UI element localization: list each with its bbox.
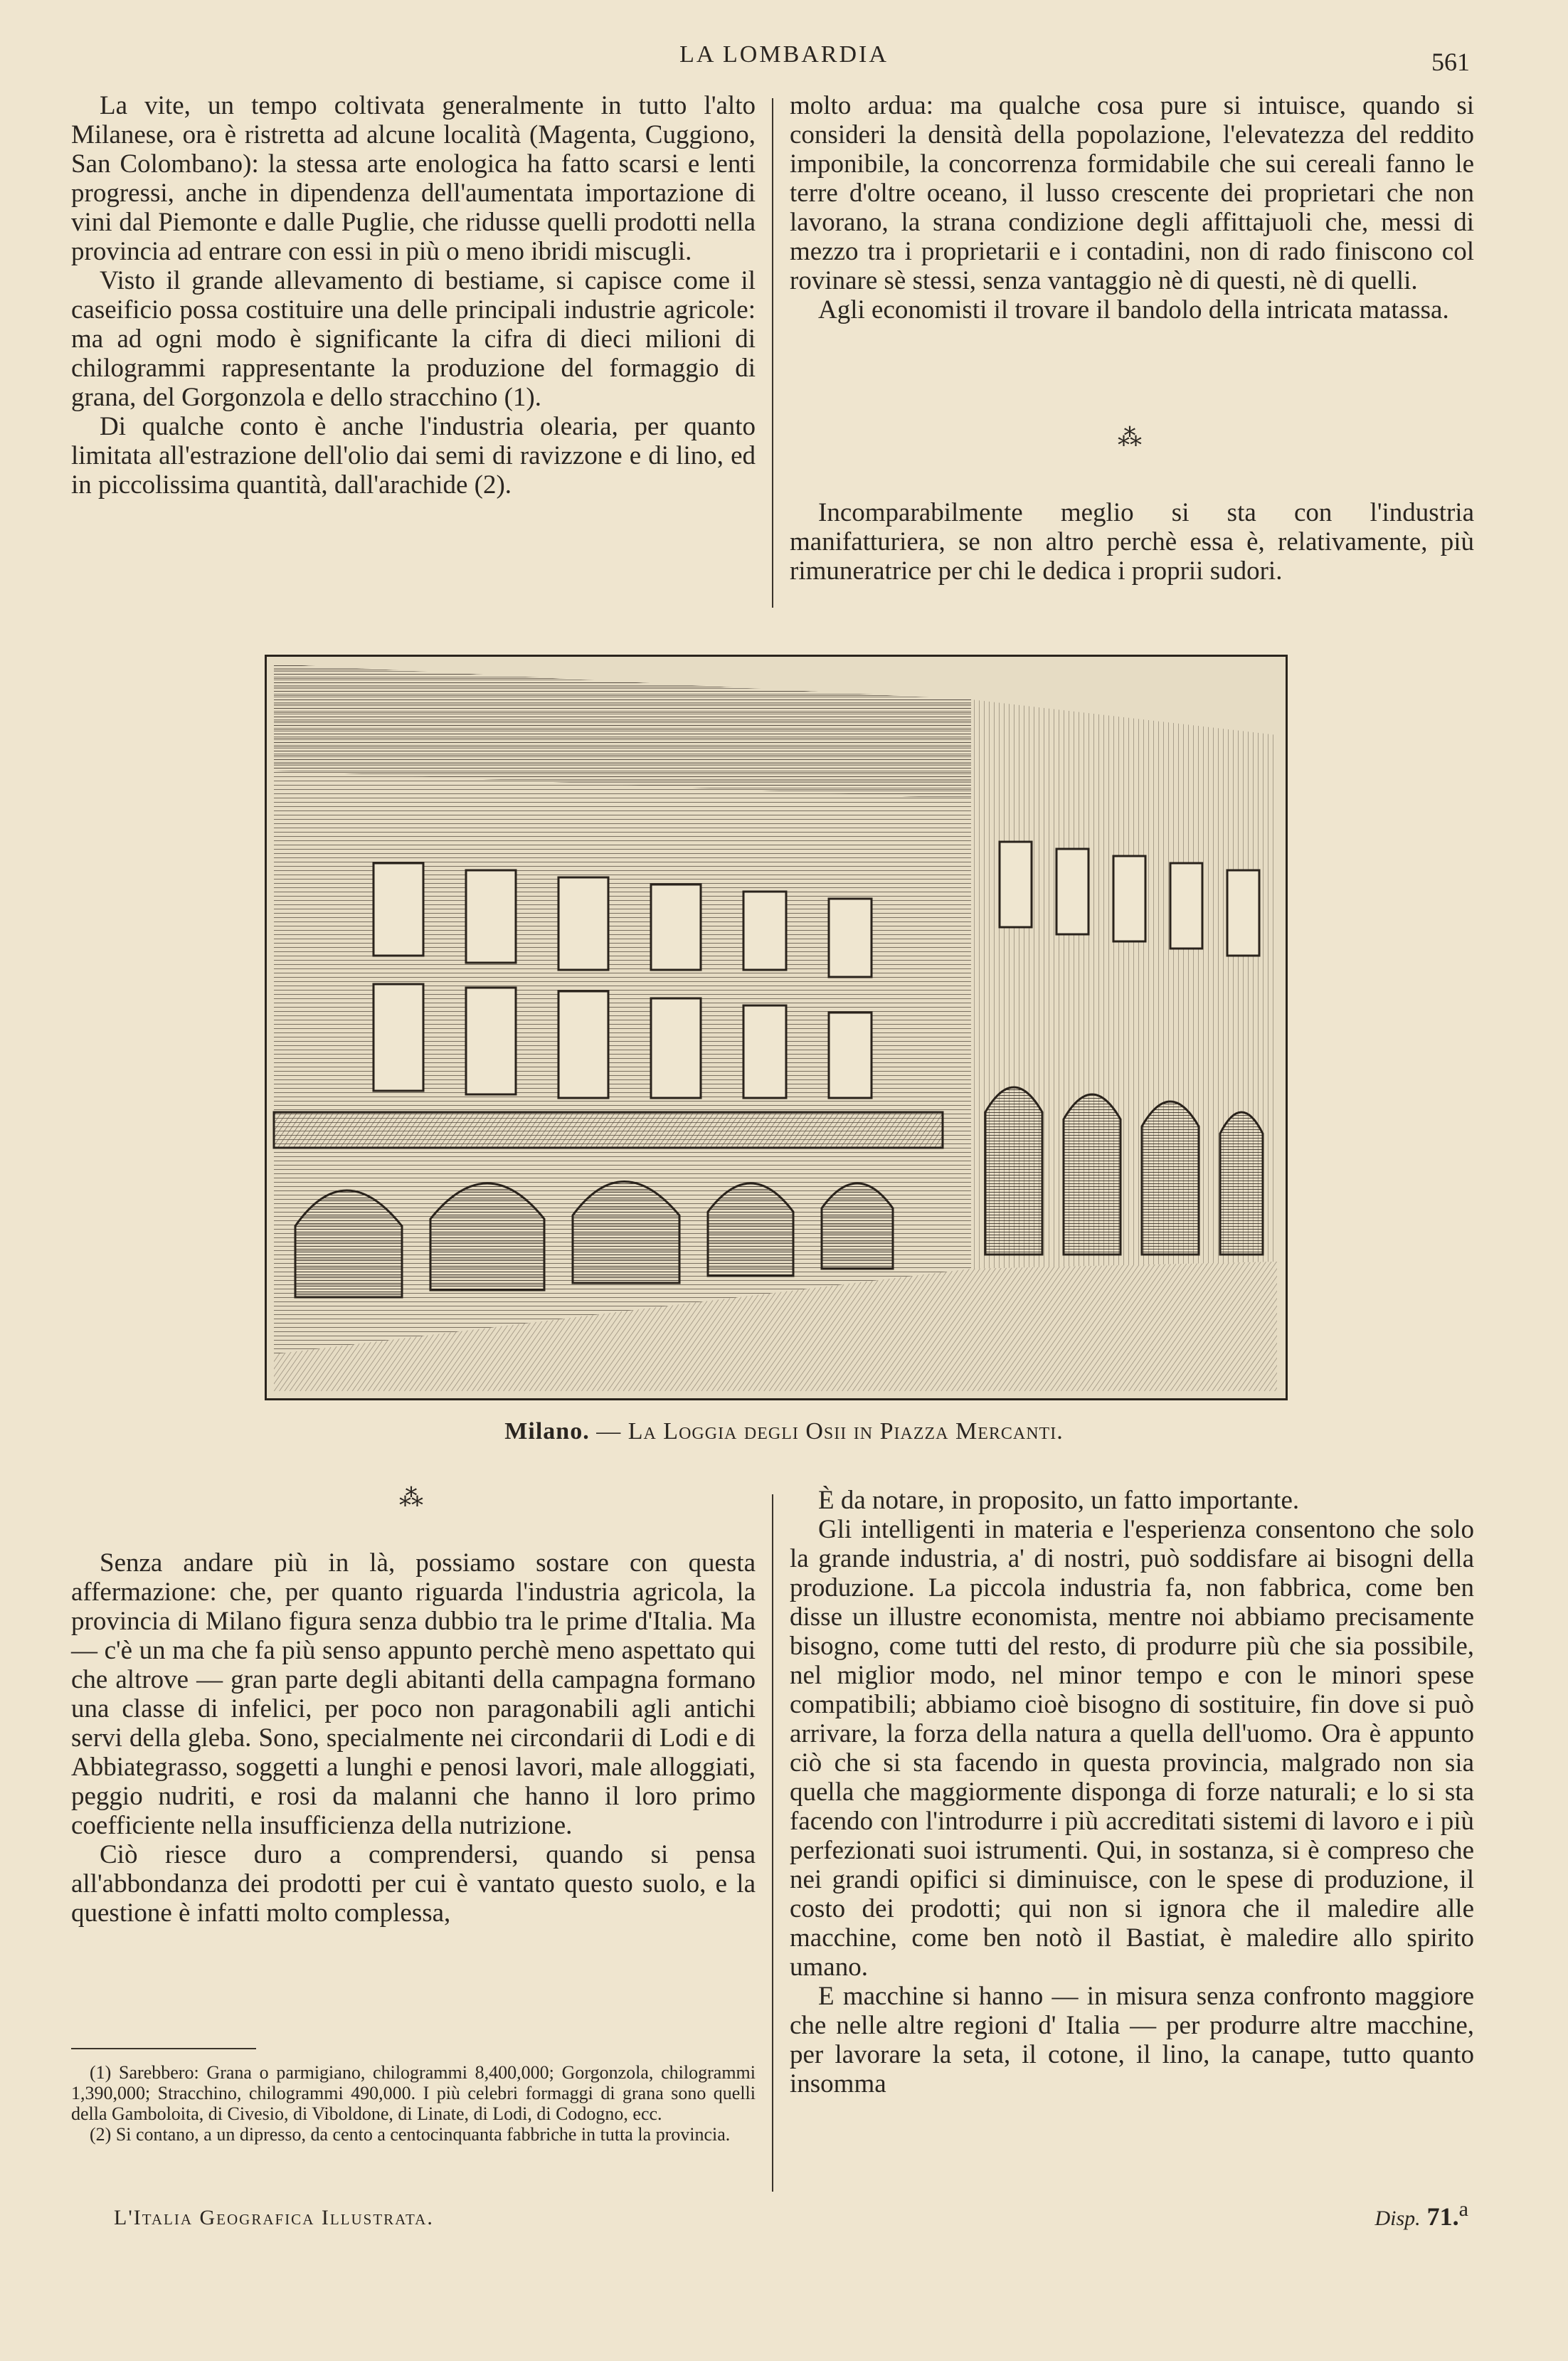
dispensa-mark (1374, 2197, 1468, 2231)
section-asterism-bottom: ⁂ (399, 1484, 428, 1512)
paragraph-caseificio: Visto il grande allevamento di bestiame, si capisce come il caseificio possa costituire una delle principali industrie agricole: ma ad ogni modo è significante la cifra di dieci milioni di chilogrammi rappresentante la produzione del formaggio di grana, del Gorgonzola e dello stracchino (1). (71, 266, 756, 412)
column-divider-top (772, 98, 773, 608)
paragraph-vite: La vite, un tempo coltivata generalmente in tutto l'alto Milanese, ora è ristretta ad alcune località (Magenta, Cuggiono, San Colombano): la stessa arte enologica ha fatto scarsi e lenti progressi, anche in dipendenza dell'aumentata importazione di vini dal Piemonte e dalle Puglie, che ridusse quelli prodotti nella provincia ad entrare con essi in più o meno ibridi miscugli. (71, 91, 756, 266)
balcony (274, 1112, 943, 1148)
caption-city: Milano. (504, 1418, 590, 1444)
caption-title: La Loggia degli Osii in Piazza Mercanti. (627, 1418, 1064, 1444)
left-column-bottom (71, 1548, 756, 1928)
engraving-illustration (267, 657, 1286, 1398)
disp-label: Disp. (1374, 2207, 1421, 2230)
left-column-top (71, 91, 756, 500)
paragraph-fatto-importante: È da notare, in proposito, un fatto importante. (818, 1486, 1300, 1515)
page-number: 561 (1431, 48, 1470, 76)
paragraph-olearia: Di qualche conto è anche l'industria olearia, per quanto limitata all'estrazione dell'olio dai semi di ravizzone e di lino, ed in piccolissima quantità, dall'arachide (2). (71, 412, 756, 500)
right-column-bottom (790, 1486, 1474, 2098)
caption-dash: — (589, 1418, 628, 1444)
paragraph-manifatturiera: Incomparabilmente meglio si sta con l'industria manifatturiera, se non altro perchè essa è, relativamente, più rimuneratrice per chi le dedica i proprii sudori. (790, 498, 1474, 586)
figure-caption (0, 1418, 1568, 1445)
disp-suffix: a (1458, 2197, 1468, 2221)
paragraph-economisti: Agli economisti il trovare il bandolo della intricata matassa. (818, 295, 1449, 324)
paragraph-grande-industria: Gli intelligenti in materia e l'esperienza consentono che solo la grande industria, a' di nostri, può soddisfare ai bisogni della produzione. La piccola industria fa, non fabbrica, come ben disse un illustre economista, mentre noi abbiamo precisamente bisogno, come tutti del resto, di produrre più che sia possibile, nel miglior modo, nel minor tempo e con le minori spese compatibili; abbiamo cioè bisogno di sostituire, fin dove si può arrivare, la forza della natura a quella dell'uomo. Ora è appunto ciò che si sta facendo in questa provincia, malgrado non sia quella che maggiormente disponga di forze naturali; e lo si sta facendo con l'introdurre i più accreditati sistemi di lavoro e i più perfezionati suoi istrumenti. Qui, in sostanza, si è compreso che nei grandi opifici si diminuisce, con le spese di produzione, il costo dei prodotti; qui non si ignora che il maledire alle macchine, come ben notò il Bastiat, è maledire allo spirito umano. (790, 1515, 1474, 1982)
right-column-top-lower (790, 498, 1474, 586)
disp-number: 71. (1426, 2202, 1459, 2231)
footnote-2: (2) Si contano, a un dipresso, da cento a centocinquanta fabbriche in tutta la provincia. (90, 2124, 731, 2145)
column-divider-bottom (772, 1494, 773, 2192)
footnotes (71, 2062, 756, 2145)
right-column-top (790, 91, 1474, 324)
paragraph-macchine: E macchine si hanno — in misura senza confronto maggiore che nelle altre regioni d' Italia — per produrre altre macchine, per lavorare la seta, il cotone, il lino, la canape, tutto quanto insomma (790, 1982, 1474, 2098)
engraving-loggia-osii (265, 655, 1288, 1400)
running-header-title: LA LOMBARDIA (679, 41, 889, 68)
footnote-1: (1) Sarebbero: Grana o parmigiano, chilogrammi 8,400,000; Gorgonzola, chilogrammi 1,390,000; Stracchino, chilogrammi 490,000. I più celebri formaggi di grana sono quelli della Gamboloita, di Civesio, di Viboldone, di Linate, di Lodi, di Codogno, ecc. (71, 2062, 756, 2124)
footnote-rule (71, 2048, 256, 2049)
publication-title: L'Italia Geografica Illustrata. (114, 2206, 434, 2229)
section-asterism-top: ⁂ (1118, 423, 1146, 452)
paragraph-questione: Ciò riesce duro a comprendersi, quando si pensa all'abbondanza dei prodotti per cui è vantato questo suolo, e la questione è infatti molto complessa, (71, 1840, 756, 1928)
paragraph-continuation: molto ardua: ma qualche cosa pure si intuisce, quando si consideri la densità della popolazione, l'elevatezza del reddito imponibile, la concorrenza formidabile che sui cereali fanno le terre d'oltre oceano, il lusso crescente dei proprietari che non lavorano, la strana condizione degli affittajuoli che, messi di mezzo tra i proprietarii e i contadini, non di rado finiscono col rovinare sè stessi, senza vantaggio nè di questi, nè di quelli. (790, 91, 1474, 295)
paragraph-affermazione: Senza andare più in là, possiamo sostare con questa affermazione: che, per quanto riguarda l'industria agricola, la provincia di Milano figura senza dubbio tra le prime d'Italia. Ma — c'è un ma che fa più senso appunto perchè meno aspettato qui che altrove — gran parte degli abitanti della campagna formano una classe di infelici, per poco non paragonabili agli antichi servi della gleba. Sono, specialmente nei circondarii di Lodi e di Abbiategrasso, soggetti a lunghi e penosi lavori, male alloggiati, peggio nudriti, e rosi da malanni che hanno il loro primo coefficiente nella insufficienza della nutrizione. (71, 1548, 756, 1840)
